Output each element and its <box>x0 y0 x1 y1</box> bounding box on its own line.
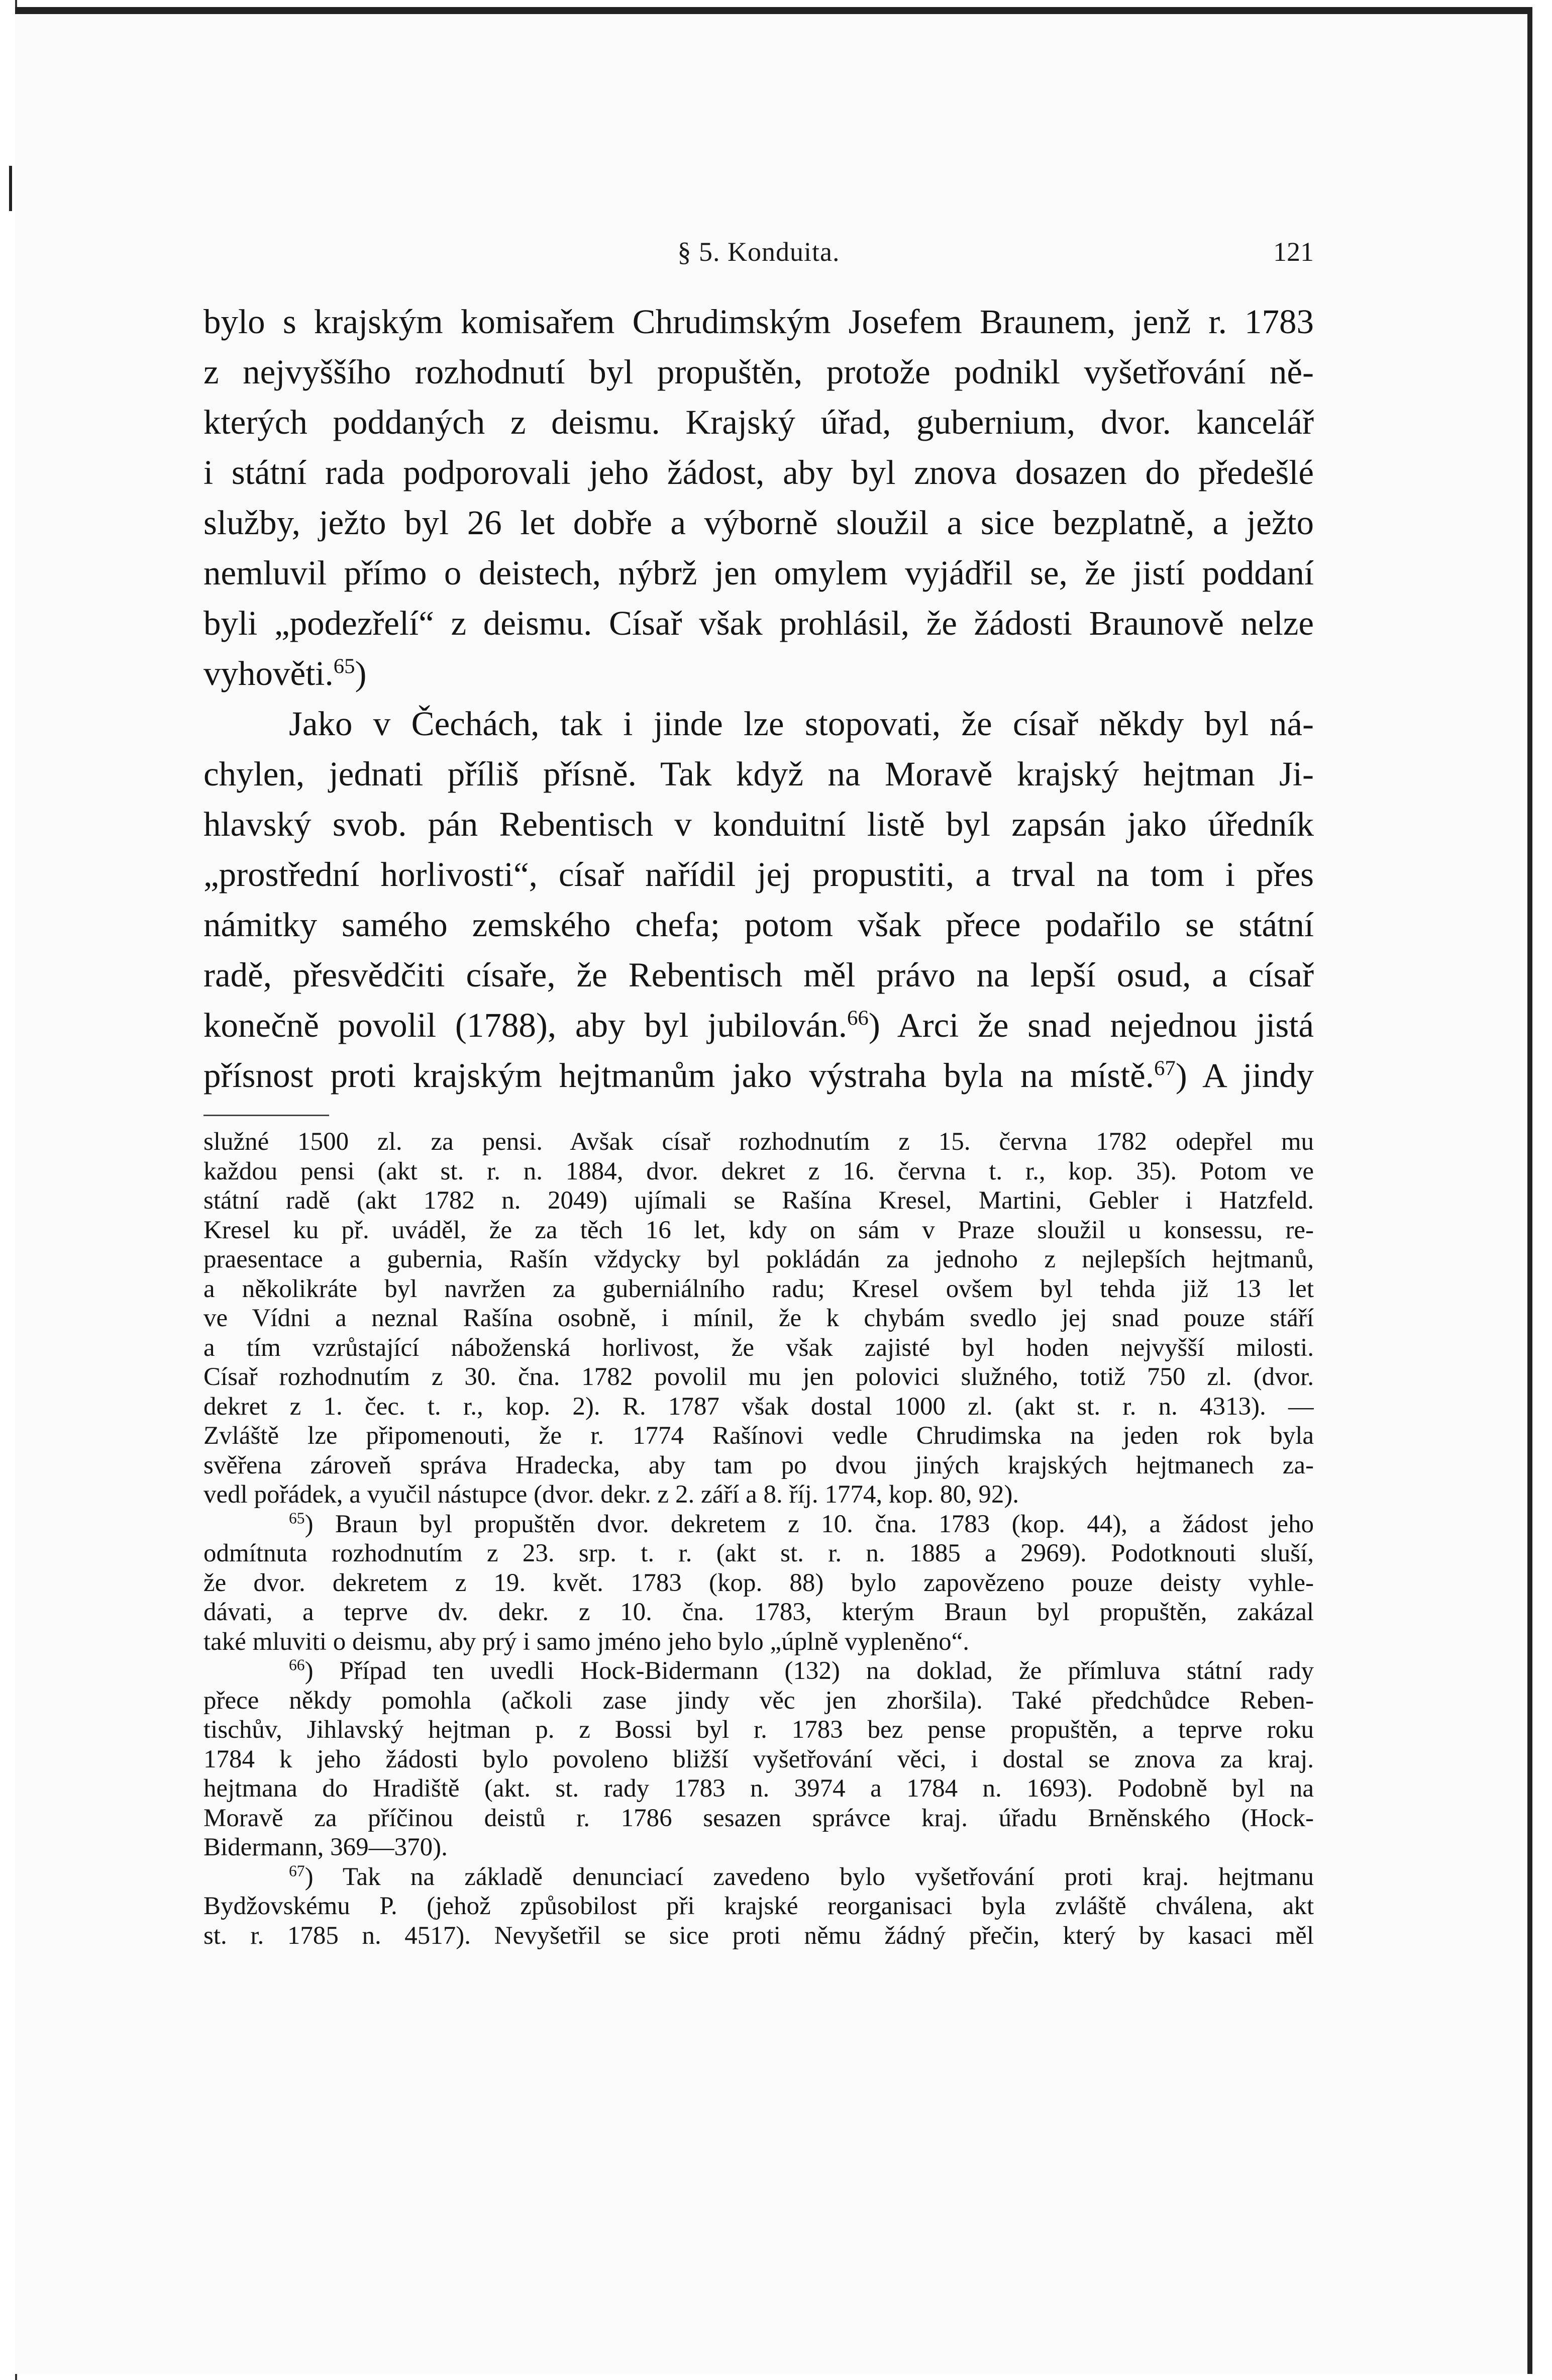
body-line <box>203 347 1314 397</box>
line-text: každou pensi (akt st. r. n. 1884, dvor. dekret z 16. června t. r., kop. 35). Potom ve <box>203 1157 1314 1185</box>
footnote-line <box>203 1510 1314 1539</box>
line-text: kterých poddaných z deismu. Krajský úřad, gubernium, dvor. kancelář <box>203 403 1314 441</box>
footnote-line <box>203 1568 1314 1598</box>
footnote-text: ) Případ ten uvedli Hock-Bidermann (132) na doklad, že přímluva státní rady <box>304 1657 1314 1685</box>
footnote-line <box>203 1833 1314 1862</box>
line-text-continued: ) Arci že snad nejednou jistá <box>868 1006 1314 1044</box>
footnote-line <box>203 1186 1314 1216</box>
line-text: tischův, Jihlavský hejtman p. z Bossi byl r. 1783 bez pense propuštěn, a teprve roku <box>203 1716 1314 1744</box>
body-line <box>203 447 1314 498</box>
running-head: § 5. Konduita. <box>677 237 840 267</box>
footnote-line <box>203 1921 1314 1951</box>
text-block <box>203 296 1314 1950</box>
body-line <box>203 1000 1314 1050</box>
footnote-reference: 65 <box>333 654 355 678</box>
footnote-text: ) Braun byl propuštěn dvor. dekretem z 10. čna. 1783 (kop. 44), a žádost jeho <box>304 1510 1314 1538</box>
body-line <box>203 900 1314 950</box>
footnote-line <box>203 1804 1314 1833</box>
line-text: hejtmana do Hradiště (akt. st. rady 1783 n. 3974 a 1784 n. 1693). Podobně byl na <box>203 1774 1314 1803</box>
line-text: a tím vzrůstající náboženská horlivost, že však zajisté byl hoden nejvyšší milosti. <box>203 1333 1314 1362</box>
line-text: „prostřední horlivosti“, císař nařídil jej propustiti, a trval na tom i přes <box>203 855 1314 894</box>
page-number: 121 <box>1273 237 1314 267</box>
line-text: dekret z 1. čec. t. r., kop. 2). R. 1787 však dostal 1000 zl. (akt st. r. n. 4313). — <box>203 1392 1314 1421</box>
line-text: chylen, jednati příliš přísně. Tak když na Moravě krajský hejtman Ji- <box>203 755 1314 793</box>
line-text: st. r. 1785 n. 4517). Nevyšetřil se sice proti němu žádný přečin, který by kasaci měl <box>203 1921 1314 1950</box>
line-text: přísnost proti krajským hejtmanům jako výstraha byla na místě. <box>203 1056 1155 1095</box>
footnote-line <box>203 1686 1314 1716</box>
line-text: Jako v Čechách, tak i jinde lze stopovati, že císař někdy byl ná- <box>289 705 1314 743</box>
line-text: námitky samého zemského chefa; potom však přece podařilo se státní <box>203 906 1314 944</box>
footnote-line <box>203 1304 1314 1333</box>
footnote-line <box>203 1245 1314 1274</box>
line-text: byli „podezřelí“ z deismu. Císař však prohlásil, že žádosti Braunově nelze <box>203 604 1314 642</box>
footnote-line <box>203 1157 1314 1186</box>
line-text: odmítnuta rozhodnutím z 23. srp. t. r. (akt st. r. n. 1885 a 2969). Podotknouti sluší, <box>203 1539 1314 1567</box>
line-text: i státní rada podporovali jeho žádost, aby byl znova dosazen do předešlé <box>203 453 1314 491</box>
footnote-line <box>203 1892 1314 1921</box>
line-text: Moravě za příčinou deistů r. 1786 sesazen správce kraj. úřadu Brněnského (Hock- <box>203 1804 1314 1832</box>
footnote-line <box>203 1127 1314 1157</box>
footnote-line <box>203 1362 1314 1392</box>
footnote-line <box>203 1598 1314 1627</box>
line-text-continued: ) <box>355 654 367 692</box>
body-line <box>203 749 1314 799</box>
body-line <box>203 498 1314 548</box>
footnote-rule <box>203 1115 329 1116</box>
line-text: praesentace a gubernia, Rašín vždycky byl pokládán za jednoho z nejlepších hejtmanů, <box>203 1245 1314 1273</box>
line-text-continued: ) A jindy <box>1175 1056 1314 1095</box>
body-line <box>203 1050 1314 1101</box>
line-text: svěřena zároveň správa Hradecka, aby tam po dvou jiných krajských hejtmanech za- <box>203 1451 1314 1479</box>
line-text: Bydžovskému P. (jehož způsobilost při krajské reorganisaci byla zvláště chválena, akt <box>203 1892 1314 1920</box>
footnote-line <box>203 1656 1314 1686</box>
line-text: Císař rozhodnutím z 30. čna. 1782 povolil mu jen polovici služného, totiž 750 zl. (dvor. <box>203 1363 1314 1391</box>
line-text: státní radě (akt 1782 n. 2049) ujímali se Rašína Kresel, Martini, Gebler i Hatzfeld. <box>203 1186 1314 1215</box>
footnote-line <box>203 1333 1314 1363</box>
footnote-text: ) Tak na základě denunciací zavedeno bylo vyšetřování proti kraj. hejtmanu <box>304 1862 1314 1891</box>
line-text: Bidermann, 369—370). <box>203 1833 448 1861</box>
line-text: že dvor. dekretem z 19. květ. 1783 (kop. 88) bylo zapovězeno pouze deisty vyhle- <box>203 1568 1314 1597</box>
line-text: Kresel ku př. uváděl, že za těch 16 let, kdy on sám v Praze sloužil u konsessu, re- <box>203 1216 1314 1244</box>
footnote-line <box>203 1627 1314 1657</box>
line-text: nemluvil přímo o deistech, nýbrž jen omylem vyjádřil se, že jistí poddaní <box>203 554 1314 592</box>
body-text <box>203 296 1314 1101</box>
line-text: dávati, a teprve dv. dekr. z 10. čna. 1783, kterým Braun byl propuštěn, zakázal <box>203 1598 1314 1626</box>
body-line <box>203 849 1314 900</box>
line-text: Zvláště lze připomenouti, že r. 1774 Rašínovi vedle Chrudimska na jeden rok byla <box>203 1422 1314 1450</box>
line-text: služby, ježto byl 26 let dobře a výborně sloužil a sice bezplatně, a ježto <box>203 504 1314 542</box>
body-line <box>203 699 1314 749</box>
line-text: také mluviti o deismu, aby prý i samo jméno jeho bylo „úplně vypleněno“. <box>203 1627 970 1656</box>
body-line <box>203 648 1314 699</box>
footnote-line <box>203 1539 1314 1568</box>
footnote-line <box>203 1480 1314 1510</box>
line-text: vyhověti. <box>203 654 334 692</box>
binding-mark <box>9 166 12 211</box>
line-text: bylo s krajským komisařem Chrudimským Josefem Braunem, jenž r. 1783 <box>203 303 1314 341</box>
body-line <box>203 296 1314 347</box>
footnote-marker: 65 <box>289 1509 305 1527</box>
footnote-line <box>203 1715 1314 1745</box>
line-text: ve Vídni a neznal Rašína osobně, i mínil, že k chybám svedlo jej snad pouze stáří <box>203 1304 1314 1332</box>
line-text: přece někdy pomohla (ačkoli zase jindy věc jen zhoršila). Také předchůdce Reben- <box>203 1686 1314 1715</box>
line-text: 1784 k jeho žádosti bylo povoleno bližší vyšetřování věci, i dostal se znova za kraj. <box>203 1745 1314 1773</box>
footnote-line <box>203 1421 1314 1451</box>
body-line <box>203 799 1314 849</box>
body-line <box>203 598 1314 648</box>
footnotes <box>203 1127 1314 1950</box>
line-text: a několikráte byl navržen za guberniálního radu; Kresel ovšem byl tehda již 13 let <box>203 1274 1314 1303</box>
footnote-line <box>203 1451 1314 1480</box>
line-text: služné 1500 zl. za pensi. Avšak císař rozhodnutím z 15. června 1782 odepřel mu <box>203 1128 1314 1156</box>
footnote-marker: 67 <box>289 1862 305 1880</box>
body-line <box>203 950 1314 1000</box>
body-line <box>203 548 1314 598</box>
footnote-reference: 66 <box>847 1006 869 1030</box>
footnote-line <box>203 1774 1314 1804</box>
footnote-line <box>203 1392 1314 1422</box>
footnote-line <box>203 1274 1314 1304</box>
scan-left-edge <box>0 0 17 2380</box>
line-text: radě, přesvědčiti císaře, že Rebentisch měl právo na lepší osud, a císař <box>203 956 1314 994</box>
footnote-line <box>203 1216 1314 1245</box>
body-line <box>203 397 1314 447</box>
footnote-line <box>203 1745 1314 1774</box>
footnote-line <box>203 1862 1314 1892</box>
line-text: vedl pořádek, a vyučil nástupce (dvor. dekr. z 2. září a 8. říj. 1774, kop. 80, 92). <box>203 1480 1019 1509</box>
line-text: hlavský svob. pán Rebentisch v konduitní listě byl zapsán jako úředník <box>203 805 1314 843</box>
line-text: z nejvyššího rozhodnutí byl propuštěn, protože podnikl vyšetřování ně- <box>203 353 1314 391</box>
page-header <box>203 232 1314 272</box>
footnote-reference: 67 <box>1154 1056 1176 1080</box>
footnote-marker: 66 <box>289 1656 305 1674</box>
line-text: konečně povolil (1788), aby byl jubilován. <box>203 1006 848 1044</box>
